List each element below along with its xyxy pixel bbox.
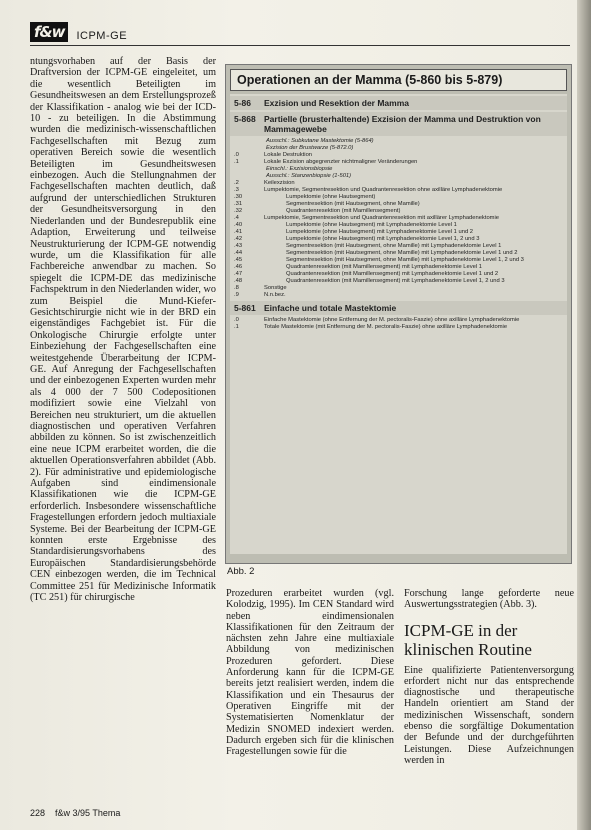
figure-row — [230, 264, 567, 271]
row-text: Lokale Destruktion — [264, 152, 313, 158]
figure-row — [230, 292, 567, 299]
row-text: Totale Mastektomie (mit Entfernung der M. pectoralis-Faszie) ohne axilläre Lymphadenektomie — [264, 324, 508, 330]
section-title: ICPM-GE — [76, 30, 128, 42]
row-text: Partielle (brusterhaltende) Exzision der Mamma und Destruktion von Mammagewebe — [264, 114, 541, 134]
row-text: Lumpektomie, Segmentresektion und Quadrantenresektion ohne axilläre Lymphadenektomie — [264, 187, 503, 193]
row-code: .1 — [234, 159, 239, 165]
section-heading: ICPM-GE in der klinischen Routine — [404, 620, 532, 659]
figure-row — [230, 138, 567, 145]
figure-title: Operationen an der Mamma (5-860 bis 5-879) — [230, 69, 567, 91]
figure-row — [230, 271, 567, 278]
row-text: Lumpektomie (ohne Hautsegment) mit Lymphadenektomie Level 1 und 2 — [286, 229, 474, 235]
row-code: .0 — [234, 152, 239, 158]
row-code: .32 — [234, 208, 243, 214]
figure-row — [230, 194, 567, 201]
row-code: .44 — [234, 250, 243, 256]
row-text: Sonstige — [264, 285, 287, 291]
page-number: 228 — [30, 808, 46, 818]
row-code: .42 — [234, 236, 243, 242]
row-code: .1 — [234, 324, 239, 330]
row-text: Segmentresektion (mit Hautsegment, ohne Mamille) mit Lymphadenektomie Level 1 — [286, 243, 502, 249]
journal-issue: f&w 3/95 Thema — [55, 808, 121, 818]
row-text: Lumpektomie (ohne Hautsegment) mit Lymphadenektomie Level 1 — [286, 222, 457, 228]
row-code: .40 — [234, 222, 243, 228]
body-text: ntungsvorhaben auf der Basis der Draftversion der ICPM-GE eingeleitet, um die wesentlich Beteiligten im Gesundheitswesen an dem Erstellungsprozeß der Klassifikation - analog wie bei der ICD-10 - zu beteiligen. In die Abstimmung wurden die medizinisch-wissenschaftlichen Fachgesellschaften mit Bezug zum operativen Bereich sowie die wesentlich Beteiligten im Gesundheitswesen einbezogen. Auch die Stellungnahmen der Fachgesellschaften machten deutlich, daß aufgrund der unterschiedlichen Strukturen der Gesundheitsversorgung in den Niederlanden und der Bundesrepublik eine Adaption, Erweiterung und teilweise Neustrukturierung der ICPM-GE notwendig wurde, um die Klassifikation für alle Fachbereiche anwendbar zu machen. So spiegelt die ICPM-DE das medizinische Fachspektrum in den Niederlanden wider, wo zum Beispiel die Mund-Kiefer-Gesichtschirurgie nicht wie in der BRD ein eigenständiges Fachgebiet ist. Für die Onkologische Chirurgie erfolgte unter Einbeziehung der Fachgesellschaften eine weitestgehende Überarbeitung der ICPM-GE. Auf Anregung der Fachgesellschaften und der einbezogenen Experten wurden mehr als 4 000 der 7 500 Codepositionen modifiziert sowie eine Vielzahl von Bereichen neu strukturiert, um die aktuellen diagnostischen und operativen Verfahren abbilden zu können. So ist zwischenzeitlich eine neue ICPM erarbeitet worden, die die aktuellen Operationsverfahren abbildet (Abb. 2). Für administrative und epidemiologische Aufgaben sind eindimensionale Klassifikationen wie die ICPM-GE erforderlich. Insbesondere wissenschaftliche Fragestellungen erfordern jedoch multiaxiale Systeme. Bei der Bearbeitung der ICPM-GE konnten erste Ergebnisse des Standardisierungsvorhabens des Europäischen Standardisierungsbehörde CEN einbezogen werden, die im Technical Committee 251 für Medizinische Informatik (TC 251) für chirurgische — [30, 56, 216, 604]
text-column-left — [30, 56, 216, 604]
row-code: .2 — [234, 180, 239, 186]
row-text: Quadrantenresektion (mit Mamillensegment) mit Lymphadenektomie Level 1 und 2 — [286, 271, 499, 277]
row-text: Exzision der Brustwarze (5-872.0) — [266, 145, 354, 151]
figure-row — [230, 180, 567, 187]
figure-row — [230, 317, 567, 324]
row-code: .8 — [234, 285, 239, 291]
figure-row — [230, 166, 567, 173]
figure-row — [230, 257, 567, 264]
figure-row — [230, 301, 567, 315]
row-code: 5-861 — [234, 303, 256, 313]
row-text: Quadrantenresektion (mit Mamillensegment) mit Lymphadenektomie Level 1, 2 und 3 — [286, 278, 505, 284]
figure-caption: Abb. 2 — [227, 566, 255, 577]
body-text: Eine qualifizierte Patientenversorgung erfordert nicht nur das entsprechende diagnostische und therapeutische Handeln orientiert am Stand der medizinischen Wissenschaft, sondern ebenso die sorgfältige Dokumentation der Befunde und der durchgeführten Leistungen. Diese Aufzeichnungen werden in — [404, 664, 574, 766]
figure-body — [230, 94, 567, 554]
text-column-middle — [226, 588, 394, 757]
row-text: Lumpektomie (ohne Hautsegment) mit Lymphadenektomie Level 1, 2 und 3 — [286, 236, 480, 242]
figure-row — [230, 250, 567, 257]
row-text: Einschl.: Exzisionsbiopsie — [266, 166, 333, 172]
row-text: Ausschl.: Stanzenbiopsie (1-501) — [266, 173, 352, 179]
figure-row — [230, 201, 567, 208]
row-text: Quadrantenresektion (mit Mamillensegment) — [286, 208, 401, 214]
row-text: Lokale Exzision abgegrenzter nichtmaligner Veränderungen — [264, 159, 418, 165]
figure-row — [230, 96, 567, 110]
journal-logo: f&w — [30, 22, 68, 42]
figure-row — [230, 187, 567, 194]
row-code: .30 — [234, 194, 243, 200]
figure-row — [230, 159, 567, 166]
row-text: Ausschl.: Subkutane Mastektomie (5-864) — [266, 138, 374, 144]
figure-row — [230, 278, 567, 285]
row-code: .3 — [234, 187, 239, 193]
body-text: Prozeduren erarbeitet wurden (vgl. Kolodzig, 1995). Im CEN Standard wird neben eindimensionalen Klassifikationen für den Zeitraum der nächsten zehn Jahre eine multiaxiale Abbildung von medizinischen Prozeduren gefordert. Diese Anforderung kann für die ICPM-GE bereits jetzt realisiert werden, indem die Klassifikation und ein Thesaurus der Operativen Eingriffe mit der Systematisierten Nomenklatur der Medizin SNOMED indexiert werden. Dadurch ergeben sich für die klinischen Fragestellungen sowie für die — [226, 588, 394, 758]
text-column-right — [404, 588, 574, 766]
row-text: Segmentresektion (mit Hautsegment, ohne Mamille) — [286, 201, 420, 207]
row-text: Lumpektomie, Segmentresektion und Quadrantenresektion mit axillärer Lymphadenektomie — [264, 215, 500, 221]
row-text: Segmentresektion (mit Hautsegment, ohne Mamille) mit Lymphadenektomie Level 1, 2 und 3 — [286, 257, 524, 263]
figure-row — [230, 324, 567, 331]
figure-row — [230, 208, 567, 215]
figure-row — [230, 285, 567, 292]
row-text: Exzision und Resektion der Mamma — [264, 98, 410, 108]
row-text: N.n.bez. — [264, 292, 286, 298]
figure-row — [230, 222, 567, 229]
row-code: .4 — [234, 215, 239, 221]
page-footer — [30, 808, 120, 818]
page-header — [30, 14, 570, 46]
figure-row — [230, 243, 567, 250]
row-code: 5-86 — [234, 98, 252, 108]
row-text: Lumpektomie (ohne Hautsegment) — [286, 194, 376, 200]
figure-row — [230, 173, 567, 180]
figure-row — [230, 229, 567, 236]
figure-row — [230, 236, 567, 243]
figure-row — [230, 112, 567, 136]
page-edge-shadow — [577, 0, 591, 830]
row-code: .9 — [234, 292, 239, 298]
row-code: .43 — [234, 243, 243, 249]
figure-table — [225, 64, 572, 564]
row-code: .48 — [234, 278, 243, 284]
row-text: Segmentresektion (mit Hautsegment, ohne Mamille) mit Lymphadenektomie Level 1 und 2 — [286, 250, 518, 256]
figure-row — [230, 215, 567, 222]
row-code: .45 — [234, 257, 243, 263]
row-code: 5-868 — [234, 114, 256, 124]
figure-row — [230, 152, 567, 159]
row-code: .0 — [234, 317, 239, 323]
row-text: Quadrantenresektion (mit Mamillensegment) mit Lymphadenektomie Level 1 — [286, 264, 483, 270]
figure-row — [230, 145, 567, 152]
row-code: .47 — [234, 271, 243, 277]
row-code: .46 — [234, 264, 243, 270]
row-text: Keilexzision — [264, 180, 295, 186]
row-code: .41 — [234, 229, 243, 235]
row-text: Einfache und totale Mastektomie — [264, 303, 397, 313]
row-text: Einfache Mastektomie (ohne Entfernung der M. pectoralis-Faszie) ohne axilläre Lymphadenektomie — [264, 317, 520, 323]
row-code: .31 — [234, 201, 243, 207]
body-text: Forschung lange geforderte neue Auswertungsstrategien (Abb. 3). — [404, 588, 574, 611]
